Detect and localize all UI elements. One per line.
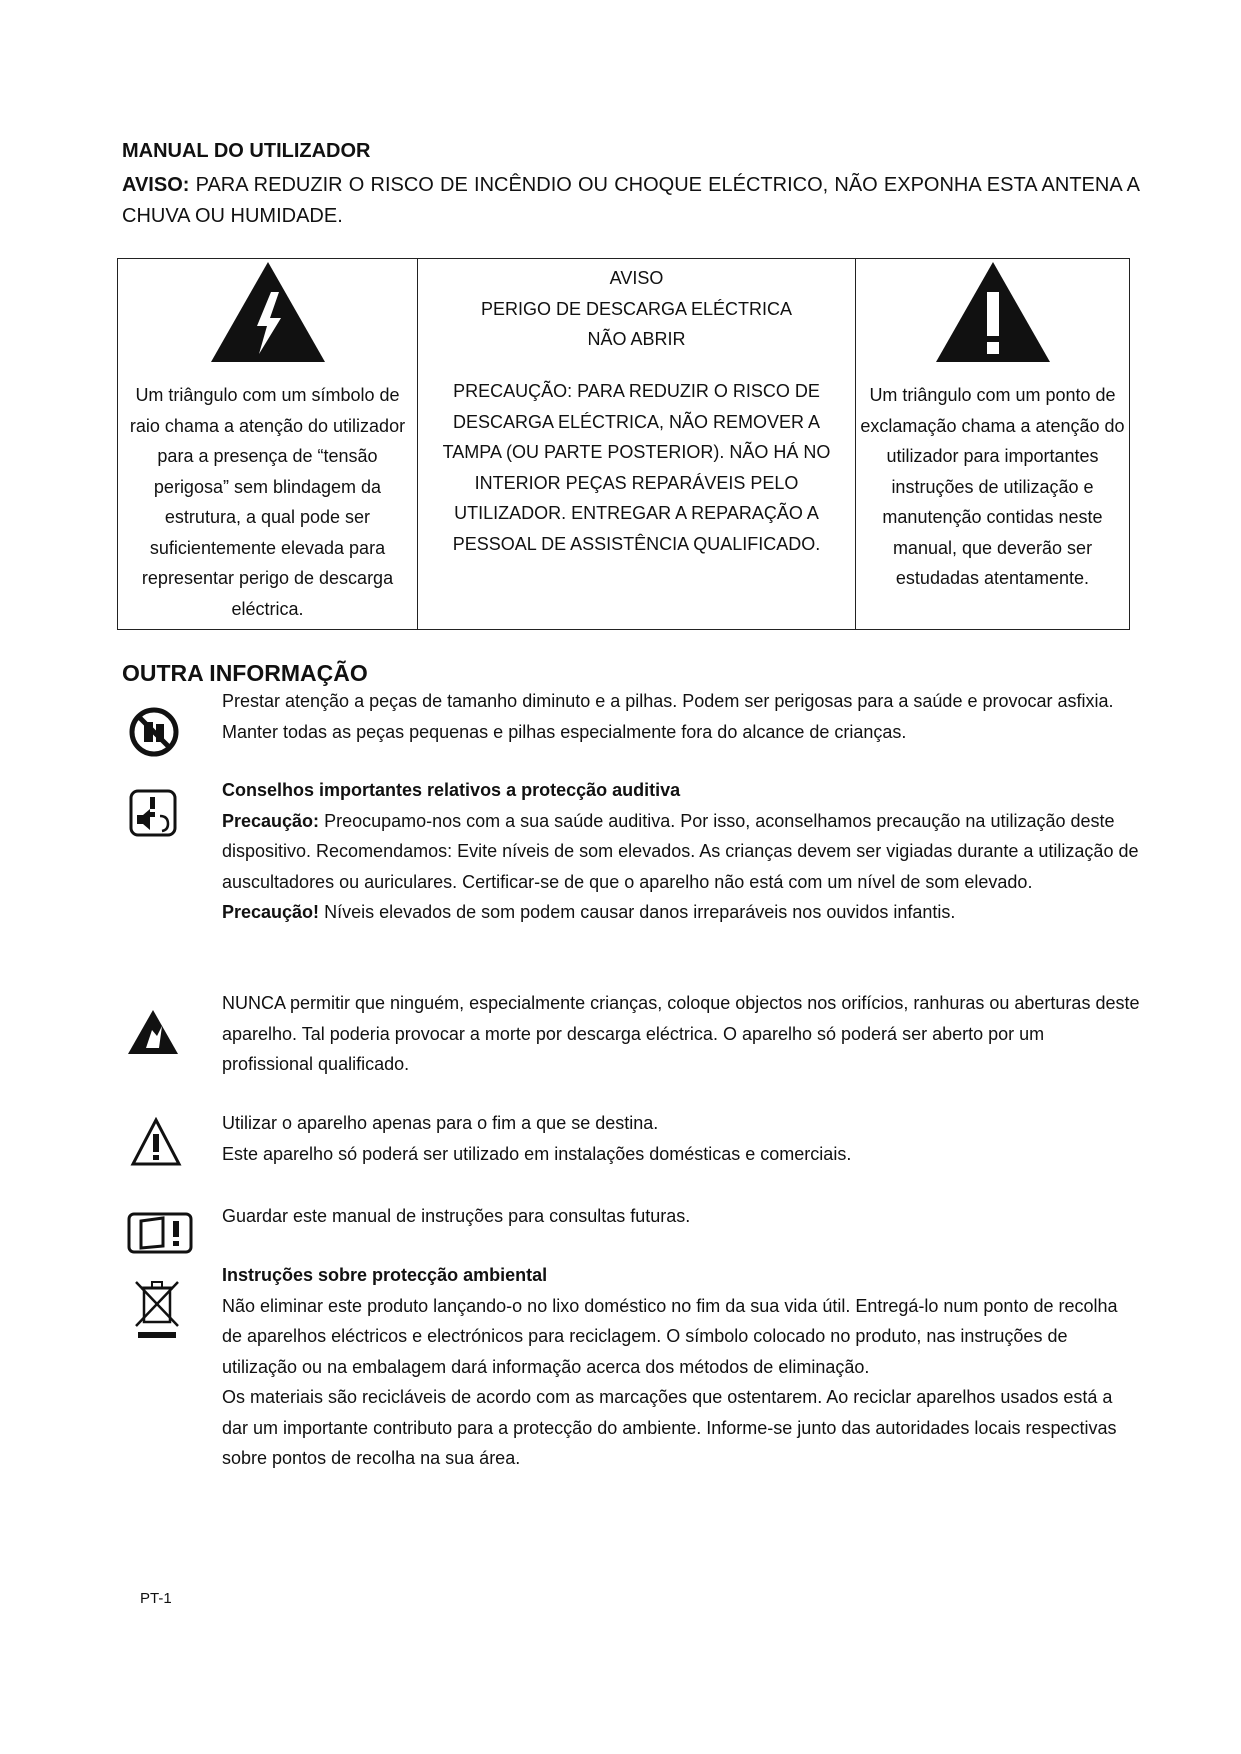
hearing-title: Conselhos importantes relativos a protecção auditiva <box>222 780 681 800</box>
manual-text: Guardar este manual de instruções para consultas futuras. <box>222 1206 691 1226</box>
small-parts-text: Prestar atenção a peças de tamanho diminuto e a pilhas. Podem ser perigosas para a saúde e provocar asfixia. Manter todas as peças pequenas e pilhas especialmente fora do alcance de crianças. <box>222 691 1114 742</box>
warning-label: AVISO: <box>122 174 190 196</box>
section-title: OUTRA INFORMAÇÃO <box>122 660 368 686</box>
exclamation-description: Um triângulo com um ponto de exclamação chama a atenção do utilizador para importantes instruções de utilização e manutenção contidas neste manual, que deverão ser estudadas atentamente. <box>860 385 1125 588</box>
lightning-triangle-icon <box>209 260 327 364</box>
manual-title: MANUAL DO UTILIZADOR <box>122 140 371 162</box>
hearing-caution-text: Preocupamo-nos com a sua saúde auditiva. Por isso, aconselhamos precaução na utilização deste dispositivo. Recomendamos: Evite níveis de som elevados. As crianças devem ser vigiadas durante a utilização de auscultadores ou auriculares. Certificar-se de que o aparelho não está com um nível de som elevado. <box>222 810 1139 892</box>
lightning-cell <box>118 259 418 630</box>
weee-crossed-bin-icon <box>132 1278 182 1340</box>
page-number: PT-1 <box>140 1590 172 1607</box>
warning-subheading: PERIGO DE DESCARGA ELÉCTRICA <box>480 298 793 319</box>
exclamation-cell <box>856 259 1130 630</box>
hearing-warning-label: Precaução! <box>222 902 320 922</box>
warning-text: PARA REDUZIR O RISCO DE INCÊNDIO OU CHOQUE ELÉCTRICO, NÃO EXPONHA ESTA ANTENA A CHUVA OU HUMIDADE. <box>122 174 1140 227</box>
hearing-caution-label: Precaução: <box>222 810 320 831</box>
warning-paragraph <box>122 170 1140 232</box>
safety-notice-table <box>117 258 1130 630</box>
environment-block <box>222 1260 1140 1474</box>
environment-text-2: Os materiais são recicláveis de acordo com as marcações que ostentarem. Ao reciclar aparelhos usados está a dar um importante contributo para a protecção do ambiente. Informe-se junto das autoridades locais respectivas sobre pontos de recolha na sua área. <box>222 1387 1117 1468</box>
exclamation-triangle-icon <box>934 260 1052 364</box>
no-small-parts-icon <box>128 706 180 758</box>
usage-line-2: Este aparelho só poderá ser utilizado em instalações domésticas e comerciais. <box>222 1143 852 1164</box>
usage-block <box>222 1108 1140 1169</box>
warning-cell <box>418 259 856 630</box>
do-not-open-text: NÃO ABRIR <box>587 329 686 349</box>
openings-text: NUNCA permitir que ninguém, especialmente crianças, coloque objectos nos orifícios, ranhuras ou aberturas deste aparelho. Tal poderia provocar a morte por descarga eléctrica. O aparelho só poderá ser aberto por um profissional qualificado. <box>222 993 1140 1074</box>
hearing-block <box>222 775 1140 928</box>
caution-triangle-icon <box>130 1117 182 1167</box>
read-manual-icon <box>127 1212 193 1254</box>
environment-title: Instruções sobre protecção ambiental <box>222 1265 548 1285</box>
hearing-protection-icon <box>128 788 178 838</box>
lightning-description: Um triângulo com um símbolo de raio chama a atenção do utilizador para a presença de “tensão perigosa” sem blindagem da estrutura, a qual pode ser suficientemente elevada para representar perigo de descarga eléctrica. <box>129 385 406 619</box>
environment-text-1: Não eliminar este produto lançando-o no lixo doméstico no fim da sua vida útil. Entregá-lo num ponto de recolha de aparelhos eléctricos e electrónicos para reciclagem. O símbolo colocado no produto, nas instruções de utilização ou na embalagem dará informação acerca dos métodos de eliminação. <box>222 1295 1118 1377</box>
hearing-warning-text: Níveis elevados de som podem causar danos irreparáveis nos ouvidos infantis. <box>319 902 956 922</box>
electric-shock-hazard-icon <box>126 1008 180 1056</box>
caution-description: PRECAUÇÃO: PARA REDUZIR O RISCO DE DESCARGA ELÉCTRICA, NÃO REMOVER A TAMPA (OU PARTE POSTERIOR). NÃO HÁ NO INTERIOR PEÇAS REPARÁVEIS PELO UTILIZADOR. ENTREGAR A REPARAÇÃO A PESSOAL DE ASSISTÊNCIA QUALIFICADO. <box>442 381 831 554</box>
warning-heading: AVISO <box>609 268 664 288</box>
usage-line-1: Utilizar o aparelho apenas para o fim a que se destina. <box>222 1113 659 1133</box>
